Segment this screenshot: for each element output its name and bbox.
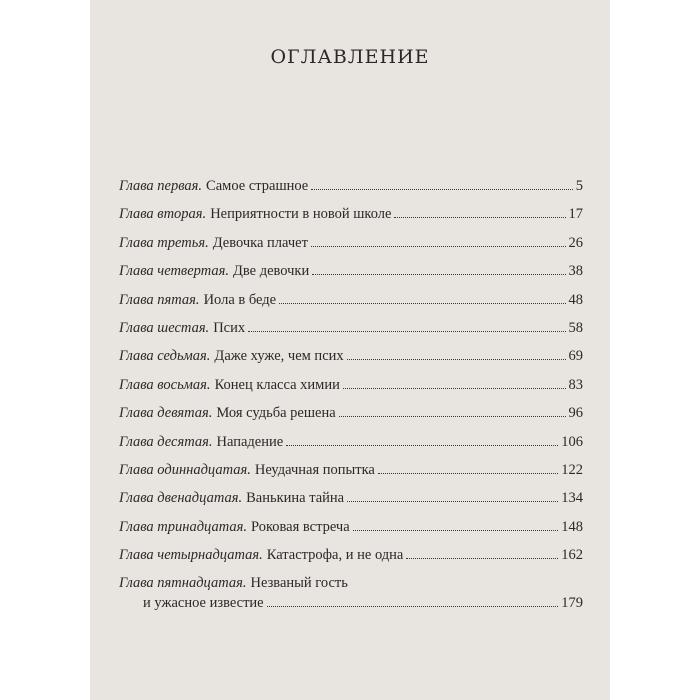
- toc-line: [119, 488, 583, 508]
- dot-leader: [279, 303, 565, 304]
- toc-entry: [119, 517, 583, 545]
- dot-leader: [347, 501, 558, 502]
- toc-line: [119, 233, 583, 253]
- toc-line: [119, 403, 583, 423]
- chapter-title: Конец класса химии: [214, 376, 340, 393]
- chapter-title: Незваный гость: [250, 575, 348, 592]
- toc-line: [119, 176, 583, 196]
- toc-entry: [119, 290, 583, 318]
- toc-line: [119, 290, 583, 310]
- chapter-title: Псих: [213, 319, 246, 336]
- toc-line: [119, 460, 583, 480]
- chapter-number: Глава пятая.: [119, 291, 200, 308]
- chapter-number: Глава шестая.: [119, 319, 210, 336]
- chapter-number: Глава одиннадцатая.: [119, 461, 251, 478]
- chapter-title: Неудачная попытка: [254, 461, 375, 478]
- dot-leader: [353, 530, 559, 531]
- dot-leader: [339, 416, 566, 417]
- page-number: 162: [561, 547, 583, 564]
- toc-entry: [119, 375, 583, 403]
- toc-entry: [119, 233, 583, 261]
- toc-entry: [119, 261, 583, 289]
- dot-leader: [347, 359, 566, 360]
- chapter-number: Глава пятнадцатая.: [119, 575, 247, 592]
- toc-line: [119, 573, 583, 593]
- chapter-number: Глава первая.: [119, 178, 203, 194]
- chapter-number: Глава двенадцатая.: [119, 490, 243, 507]
- page-number: 179: [561, 595, 583, 612]
- chapter-number: Глава тринадцатая.: [119, 518, 247, 535]
- toc-line: [119, 545, 583, 565]
- toc-entry: [119, 176, 583, 204]
- chapter-number: Глава седьмая.: [119, 348, 211, 365]
- book-page: [90, 0, 610, 700]
- toc-line: [119, 318, 583, 338]
- chapter-number: Глава третья.: [119, 234, 209, 251]
- page-number: 5: [575, 178, 583, 194]
- page-number: 17: [568, 206, 583, 223]
- chapter-title: Катастрофа, и не одна: [266, 547, 404, 564]
- page-number: 69: [568, 348, 583, 365]
- dot-leader: [378, 473, 558, 474]
- table-of-contents: [119, 176, 583, 621]
- chapter-title: Иола в беде: [203, 291, 277, 308]
- chapter-title: Ванькина тайна: [246, 490, 345, 507]
- chapter-title: Неприятности в новой школе: [210, 206, 392, 223]
- page-number: 148: [561, 518, 583, 535]
- page-number: 58: [568, 319, 583, 336]
- page-number: 26: [568, 234, 583, 251]
- toc-entry: [119, 403, 583, 431]
- toc-entry: [119, 460, 583, 488]
- toc-entry: [119, 573, 583, 621]
- page-number: 38: [568, 263, 583, 280]
- toc-line: [119, 517, 583, 537]
- page-number: 96: [568, 405, 583, 422]
- chapter-title-continuation: и ужасное известие: [143, 595, 264, 612]
- page-title: ОГЛАВЛЕНИЕ: [270, 46, 430, 68]
- toc-entry: [119, 488, 583, 516]
- chapter-title: Даже хуже, чем псих: [214, 348, 344, 365]
- chapter-title: Моя судьба решена: [216, 405, 336, 422]
- chapter-number: Глава восьмая.: [119, 376, 211, 393]
- toc-line-continuation: [119, 593, 583, 613]
- dot-leader: [311, 189, 573, 190]
- toc-entry: [119, 432, 583, 460]
- chapter-title: Нападение: [216, 433, 284, 450]
- chapter-number: Глава десятая.: [119, 433, 213, 450]
- dot-leader: [312, 274, 565, 275]
- dot-leader: [248, 331, 565, 332]
- dot-leader: [343, 388, 566, 389]
- chapter-number: Глава вторая.: [119, 206, 207, 223]
- page-number: 106: [561, 433, 583, 450]
- toc-line: [119, 375, 583, 395]
- toc-line: [119, 346, 583, 366]
- chapter-title: Самое страшное: [206, 178, 309, 194]
- page-number: 134: [561, 490, 583, 507]
- toc-entry: [119, 204, 583, 232]
- page-number: 83: [568, 376, 583, 393]
- dot-leader: [394, 217, 565, 218]
- dot-leader: [311, 246, 566, 247]
- chapter-title: Девочка плачет: [212, 234, 308, 251]
- page-number: 122: [561, 461, 583, 478]
- chapter-title: Две девочки: [232, 263, 310, 280]
- toc-line: [119, 261, 583, 281]
- toc-line: [119, 432, 583, 452]
- toc-entry: [119, 318, 583, 346]
- dot-leader: [286, 445, 558, 446]
- dot-leader: [267, 606, 559, 607]
- chapter-number: Глава девятая.: [119, 405, 213, 422]
- toc-entry: [119, 346, 583, 374]
- dot-leader: [406, 558, 558, 559]
- toc-line: [119, 204, 583, 224]
- toc-entry: [119, 545, 583, 573]
- chapter-number: Глава четвертая.: [119, 263, 229, 280]
- chapter-number: Глава четырнадцатая.: [119, 547, 263, 564]
- page-number: 48: [568, 291, 583, 308]
- chapter-title: Роковая встреча: [251, 518, 350, 535]
